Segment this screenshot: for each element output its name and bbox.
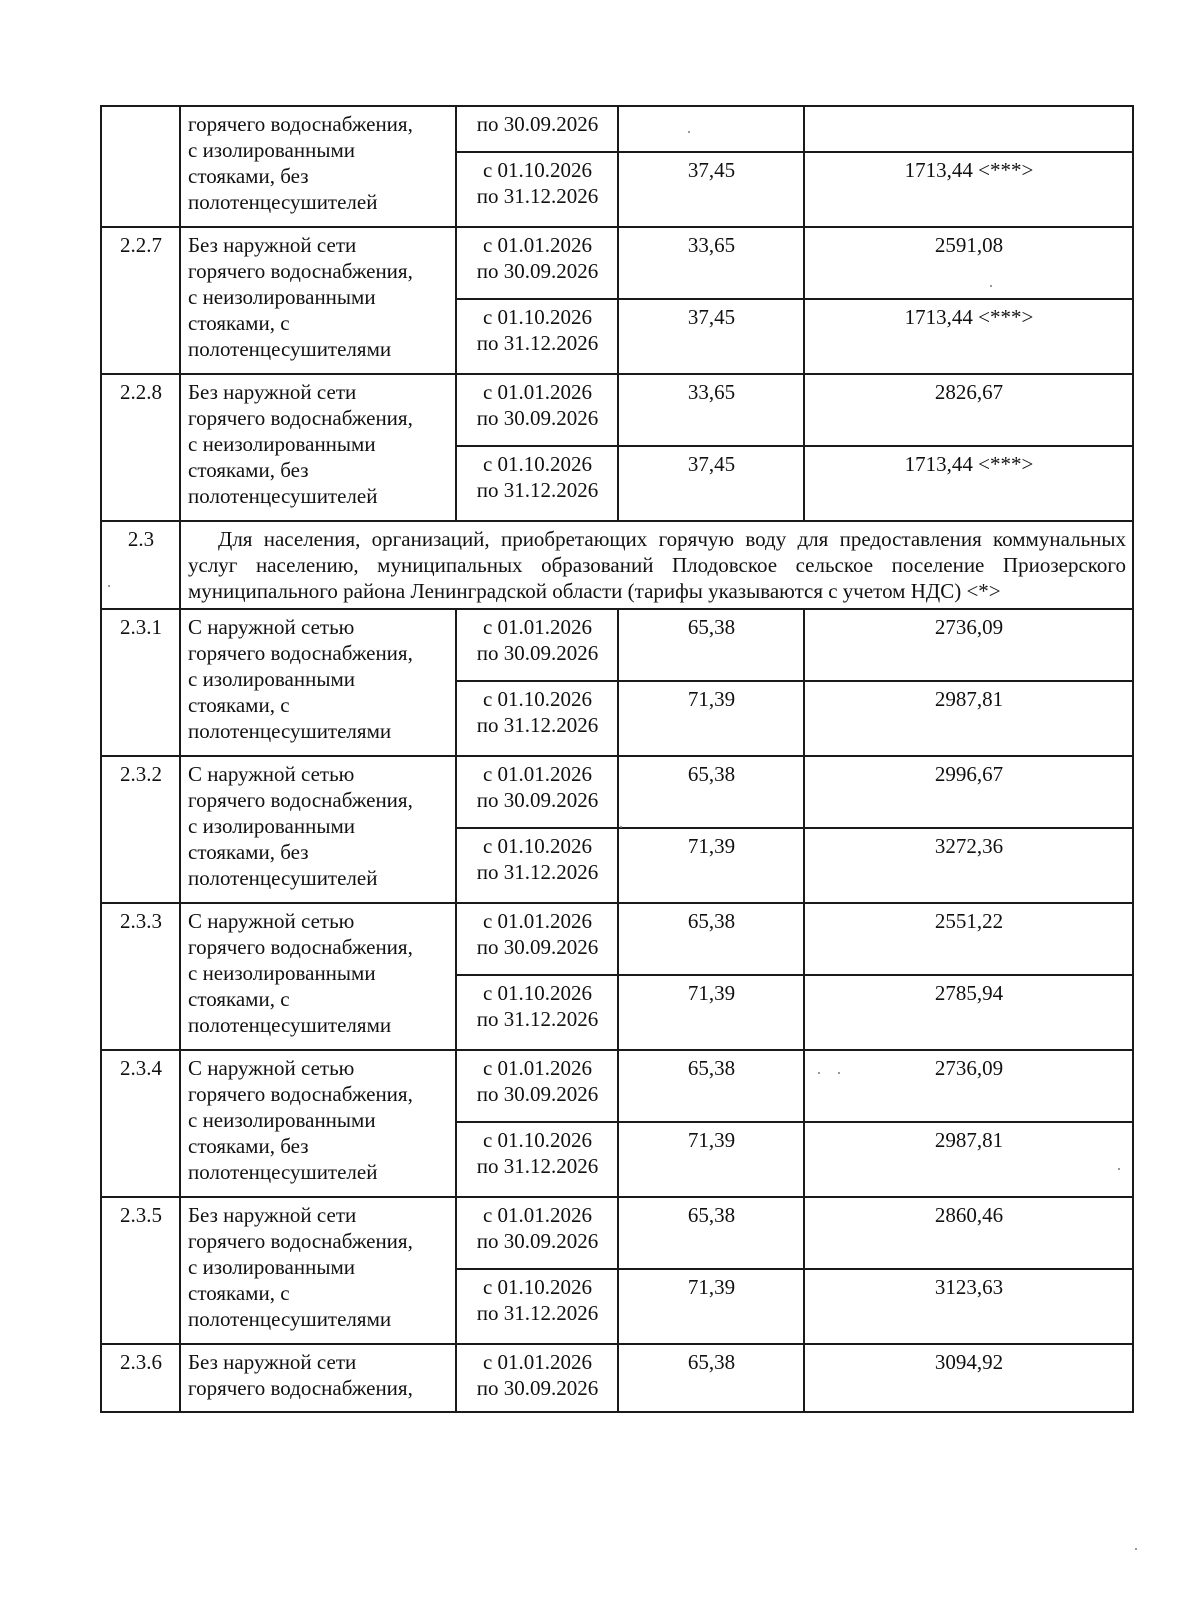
rate-value-cell [618, 975, 804, 1050]
item-number-cell [101, 106, 180, 227]
tariff-value-cell [804, 828, 1133, 903]
rate-value-cell [618, 1122, 804, 1197]
period-line: с 01.01.2026 [482, 1203, 593, 1227]
description-line: горячего водоснабжения, [188, 259, 413, 283]
rate-value: 71,39 [687, 687, 736, 711]
tariff-value: 2826,67 [934, 380, 1004, 404]
description-line: С наружной сетью [188, 909, 355, 933]
rate-value-cell [618, 152, 804, 227]
description-line: С наружной сетью [188, 762, 355, 786]
item-number-cell [101, 374, 180, 521]
tariff-value: 2987,81 [934, 1128, 1004, 1152]
period-line: по 30.09.2026 [476, 1082, 599, 1106]
tariff-table [100, 105, 1134, 1413]
period-cell [456, 1197, 618, 1269]
period-cell [456, 828, 618, 903]
rate-value: 65,38 [687, 615, 736, 639]
description-line: горячего водоснабжения, [188, 112, 413, 136]
tariff-value-cell [804, 1122, 1133, 1197]
description-line: полотенцесушителей [188, 866, 378, 890]
rate-value: 71,39 [687, 1275, 736, 1299]
scan-speck [1135, 1548, 1137, 1550]
item-number-cell [101, 1197, 180, 1344]
period-line: с 01.01.2026 [482, 233, 593, 257]
description-line: горячего водоснабжения, [188, 1082, 413, 1106]
period-line: с 01.01.2026 [482, 909, 593, 933]
item-description-cell [180, 1050, 456, 1197]
description-line: горячего водоснабжения, [188, 935, 413, 959]
table-row [101, 106, 1133, 152]
table-row [101, 1344, 1133, 1412]
period-cell [456, 374, 618, 446]
description-line: с неизолированными [188, 432, 376, 456]
table-row [101, 609, 1133, 681]
tariff-value: 2736,09 [934, 615, 1004, 639]
description-line: полотенцесушителями [188, 1013, 392, 1037]
period-line: с 01.10.2026 [482, 687, 593, 711]
description-line: стояками, с [188, 987, 290, 1011]
period-line: по 30.09.2026 [476, 259, 599, 283]
scan-speck [990, 285, 992, 287]
tariff-value-cell [804, 1197, 1133, 1269]
item-description-cell [180, 609, 456, 756]
rate-value-cell [618, 903, 804, 975]
scan-speck [1118, 1168, 1120, 1170]
rate-value: 37,45 [687, 305, 736, 329]
tariff-value-cell [804, 609, 1133, 681]
tariff-value-cell [804, 152, 1133, 227]
period-line: по 31.12.2026 [476, 1154, 599, 1178]
scan-speck [108, 585, 110, 587]
tariff-value: 3094,92 [934, 1350, 1004, 1374]
description-line: с неизолированными [188, 961, 376, 985]
item-number: 2.3.4 [120, 1056, 162, 1080]
tariff-value: 2736,09 [934, 1056, 1004, 1080]
rate-value: 71,39 [687, 1128, 736, 1152]
rate-value-cell [618, 1197, 804, 1269]
period-line: по 30.09.2026 [476, 641, 599, 665]
item-number-cell [101, 609, 180, 756]
period-line: с 01.10.2026 [482, 158, 593, 182]
tariff-value-cell [804, 227, 1133, 299]
rate-value-cell [618, 1344, 804, 1412]
description-line: полотенцесушителями [188, 1307, 392, 1331]
tariff-value-cell [804, 1050, 1133, 1122]
description-line: с изолированными [188, 814, 355, 838]
tariff-value: 3272,36 [934, 834, 1004, 858]
period-cell [456, 903, 618, 975]
item-number: 2.3.6 [120, 1350, 162, 1374]
period-line: с 01.01.2026 [482, 1350, 593, 1374]
description-line: Без наружной сети [188, 1350, 357, 1374]
rate-value: 65,38 [687, 1203, 736, 1227]
rate-value: 65,38 [687, 1350, 736, 1374]
tariff-value: 2551,22 [934, 909, 1004, 933]
period-cell [456, 299, 618, 374]
tariff-value-cell [804, 903, 1133, 975]
table-row [101, 903, 1133, 975]
tariff-value-cell [804, 446, 1133, 521]
tariff-value-cell [804, 374, 1133, 446]
description-line: полотенцесушителями [188, 337, 392, 361]
rate-value-cell [618, 1050, 804, 1122]
rate-value-cell [618, 609, 804, 681]
item-description-cell [180, 903, 456, 1050]
period-line: по 30.09.2026 [476, 406, 599, 430]
period-cell [456, 106, 618, 152]
item-number: 2.3.3 [120, 909, 162, 933]
period-line: по 31.12.2026 [476, 331, 599, 355]
period-line: с 01.01.2026 [482, 380, 593, 404]
rate-value-cell [618, 299, 804, 374]
description-line: полотенцесушителями [188, 719, 392, 743]
description-line: Без наружной сети [188, 233, 357, 257]
description-line: с неизолированными [188, 285, 376, 309]
period-cell [456, 1050, 618, 1122]
item-number-cell [101, 903, 180, 1050]
period-line: с 01.10.2026 [482, 1128, 593, 1152]
tariff-value: 3123,63 [934, 1275, 1004, 1299]
tariff-value-cell [804, 756, 1133, 828]
rate-value-cell [618, 756, 804, 828]
description-line: стояками, без [188, 164, 309, 188]
rate-value-cell [618, 681, 804, 756]
description-line: Без наружной сети [188, 1203, 357, 1227]
period-line: по 31.12.2026 [476, 478, 599, 502]
item-number: 2.3.1 [120, 615, 162, 639]
rate-value-cell [618, 828, 804, 903]
period-line: с 01.10.2026 [482, 305, 593, 329]
period-line: с 01.01.2026 [482, 1056, 593, 1080]
tariff-value: 2987,81 [934, 687, 1004, 711]
scan-speck [620, 826, 622, 828]
description-line: стояками, с [188, 693, 290, 717]
tariff-value-cell [804, 299, 1133, 374]
period-cell [456, 446, 618, 521]
item-number: 2.3.5 [120, 1203, 162, 1227]
tariff-value: 2591,08 [934, 233, 1004, 257]
period-cell [456, 152, 618, 227]
description-line: стояками, без [188, 458, 309, 482]
rate-value: 37,45 [687, 158, 736, 182]
period-line: с 01.01.2026 [482, 615, 593, 639]
tariff-value: 1713,44 <***> [904, 158, 1034, 182]
description-line: полотенцесушителей [188, 1160, 378, 1184]
group-header-row [101, 521, 1133, 609]
tariff-value: 2996,67 [934, 762, 1004, 786]
description-line: стояками, с [188, 1281, 290, 1305]
group-description: Для населения, организаций, приобретающих горячую воду для предоставления коммунальных услуг населению, муниципальных образований Плодовское сельское поселение Приозерского муниципального района Ленинградской области (тарифы указываются с учетом НДС) <*> [188, 527, 1126, 603]
group-number: 2.3 [127, 527, 155, 551]
rate-value: 65,38 [687, 909, 736, 933]
period-cell [456, 681, 618, 756]
period-line: с 01.10.2026 [482, 981, 593, 1005]
rate-value-cell [618, 227, 804, 299]
description-line: с изолированными [188, 1255, 355, 1279]
period-cell [456, 1122, 618, 1197]
rate-value: 33,65 [687, 380, 736, 404]
tariff-value: 1713,44 <***> [904, 305, 1034, 329]
tariff-value-cell [804, 1344, 1133, 1412]
rate-value-cell [618, 374, 804, 446]
item-number: 2.2.8 [120, 380, 162, 404]
description-line: горячего водоснабжения, [188, 641, 413, 665]
tariff-value-cell [804, 975, 1133, 1050]
table-row [101, 227, 1133, 299]
table-row [101, 756, 1133, 828]
period-cell [456, 609, 618, 681]
period-line: по 30.09.2026 [476, 788, 599, 812]
period-cell [456, 1344, 618, 1412]
rate-value: 33,65 [687, 233, 736, 257]
tariff-value: 2860,46 [934, 1203, 1004, 1227]
scan-speck [838, 1072, 840, 1074]
table-row [101, 1050, 1133, 1122]
description-line: горячего водоснабжения, [188, 1229, 413, 1253]
description-line: стояками, с [188, 311, 290, 335]
description-line: с изолированными [188, 667, 355, 691]
tariff-value: 2785,94 [934, 981, 1004, 1005]
description-line: Без наружной сети [188, 380, 357, 404]
group-description-cell [180, 521, 1133, 609]
table-row [101, 374, 1133, 446]
description-line: горячего водоснабжения, [188, 1376, 413, 1400]
period-line: по 31.12.2026 [476, 184, 599, 208]
description-line: с изолированными [188, 138, 355, 162]
description-line: С наружной сетью [188, 615, 355, 639]
period-line: по 31.12.2026 [476, 1007, 599, 1031]
tariff-value-cell [804, 1269, 1133, 1344]
item-number-cell [101, 756, 180, 903]
rate-value-cell [618, 446, 804, 521]
group-number-cell [101, 521, 180, 609]
period-line: по 31.12.2026 [476, 713, 599, 737]
description-line: полотенцесушителей [188, 190, 378, 214]
description-line: горячего водоснабжения, [188, 788, 413, 812]
item-number-cell [101, 1050, 180, 1197]
item-description-cell [180, 227, 456, 374]
period-cell [456, 227, 618, 299]
rate-value: 37,45 [687, 452, 736, 476]
description-line: стояками, без [188, 1134, 309, 1158]
rate-value: 71,39 [687, 834, 736, 858]
scan-speck [688, 131, 690, 133]
item-description-cell [180, 1344, 456, 1412]
period-line: по 30.09.2026 [476, 935, 599, 959]
rate-value: 65,38 [687, 762, 736, 786]
table-row [101, 1197, 1133, 1269]
period-line: с 01.10.2026 [482, 834, 593, 858]
item-description-cell [180, 106, 456, 227]
description-line: С наружной сетью [188, 1056, 355, 1080]
period-line: по 30.09.2026 [476, 1229, 599, 1253]
period-line: с 01.10.2026 [482, 452, 593, 476]
item-number-cell [101, 227, 180, 374]
rate-value: 71,39 [687, 981, 736, 1005]
description-line: с неизолированными [188, 1108, 376, 1132]
tariff-value-cell [804, 106, 1133, 152]
item-description-cell [180, 374, 456, 521]
period-line: с 01.01.2026 [482, 762, 593, 786]
period-cell [456, 1269, 618, 1344]
tariff-value: 1713,44 <***> [904, 452, 1034, 476]
period-line: по 30.09.2026 [476, 1376, 599, 1400]
description-line: полотенцесушителей [188, 484, 378, 508]
period-cell [456, 756, 618, 828]
item-number: 2.2.7 [120, 233, 162, 257]
rate-value-cell [618, 106, 804, 152]
item-description-cell [180, 756, 456, 903]
tariff-value-cell [804, 681, 1133, 756]
item-description-cell [180, 1197, 456, 1344]
rate-value: 65,38 [687, 1056, 736, 1080]
period-line: по 31.12.2026 [476, 1301, 599, 1325]
item-number-cell [101, 1344, 180, 1412]
period-line: по 30.09.2026 [476, 112, 599, 136]
period-cell [456, 975, 618, 1050]
item-number: 2.3.2 [120, 762, 162, 786]
period-line: с 01.10.2026 [482, 1275, 593, 1299]
scan-speck [818, 1072, 820, 1074]
rate-value-cell [618, 1269, 804, 1344]
description-line: горячего водоснабжения, [188, 406, 413, 430]
description-line: стояками, без [188, 840, 309, 864]
tariff-table-body [101, 106, 1133, 1412]
period-line: по 31.12.2026 [476, 860, 599, 884]
